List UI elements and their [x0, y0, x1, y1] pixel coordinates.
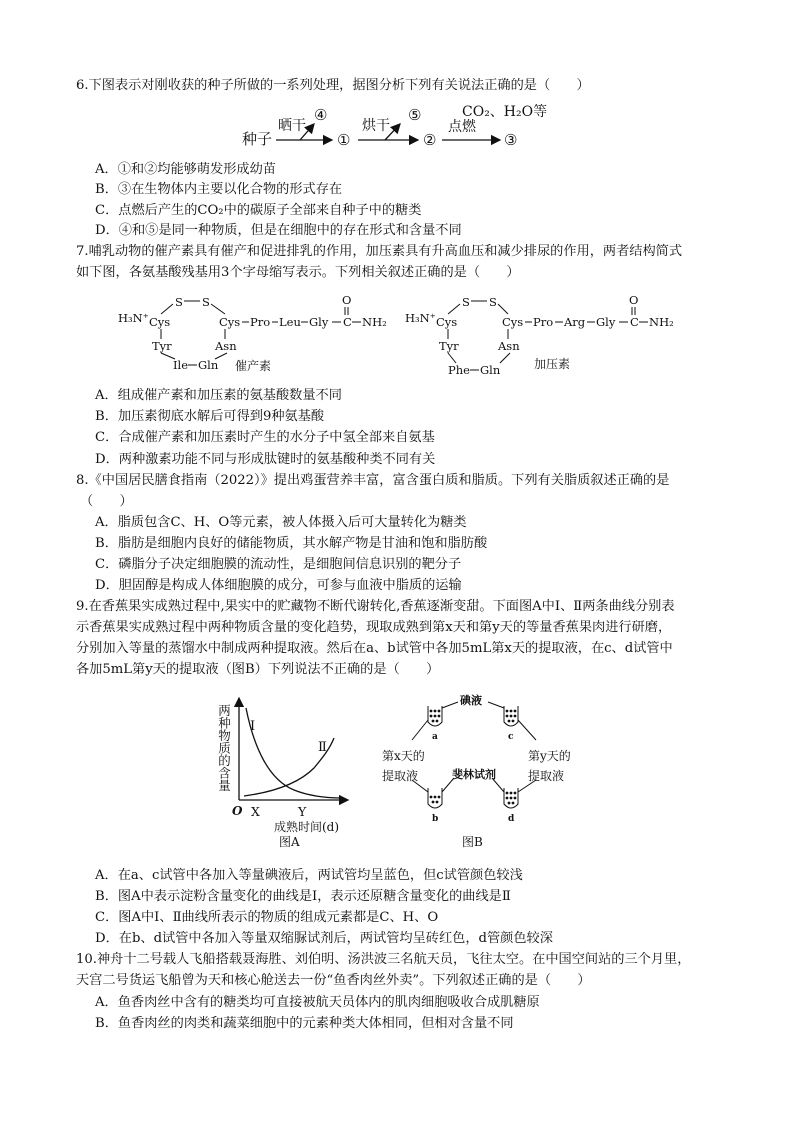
- ox-nh3: H₃N⁺: [118, 311, 149, 325]
- figb-dayx-line2: 提取液: [382, 769, 419, 783]
- vp-name: 加压素: [534, 357, 571, 371]
- bake-dry-label: 烘干: [362, 118, 390, 134]
- q9-stem-line1: 9.在香蕉果实成熟过程中,果实中的贮藏物不断代谢转化,香蕉逐渐变甜。下面图A中Ⅰ、Ⅱ两条曲线分别表: [76, 599, 675, 614]
- vp-nh2: NH₂: [649, 315, 674, 329]
- figb-dayx-line1: 第x天的: [382, 749, 425, 763]
- vp-cys2: Cys: [502, 315, 524, 329]
- q8-option-c: C．磷脂分子决定细胞膜的流动性，是细胞间信息识别的靶分子: [95, 557, 462, 572]
- ox-name: 催产素: [235, 359, 272, 373]
- vp-o: O: [629, 293, 639, 307]
- figb-caption: 图B: [462, 835, 483, 849]
- q6-stem: 6.下图表示对刚收获的种子所做的一系列处理，据图分析下列有关说法正确的是（ ）: [76, 78, 590, 93]
- ox-gly: Gly: [309, 315, 329, 329]
- q8-option-a: A．脂质包含C、H、O等元素，被人体摄入后可大量转化为糖类: [95, 515, 467, 530]
- sun-dry-label: 晒干: [278, 118, 306, 134]
- vp-cys1: Cys: [436, 315, 458, 329]
- ignite-label: 点燃: [448, 119, 476, 135]
- ox-tyr: Tyr: [152, 339, 172, 353]
- q10-stem-line1: 10.神舟十二号载人飞船搭载聂海胜、刘伯明、汤洪波三名航天员，飞往太空。在中国空间站的三个月里，: [76, 952, 691, 967]
- q10-option-a: A．鱼香肉丝中含有的糖类均可直接被航天员体内的肌肉细胞吸收合成肌糖原: [95, 995, 540, 1010]
- ox-s2: S: [202, 295, 210, 309]
- vp-arg: Arg: [564, 315, 586, 329]
- vp-s1: S: [462, 295, 470, 309]
- figb-a: a: [432, 732, 438, 742]
- figa-y-tick: Y: [298, 804, 307, 819]
- n3: ③: [504, 131, 518, 149]
- figb-dayy-line1: 第y天的: [528, 749, 571, 763]
- figb-d: d: [508, 814, 515, 824]
- ox-ile: Ile: [173, 358, 189, 372]
- ox-gln: Gln: [198, 358, 219, 372]
- figa-curve2-label: Ⅱ: [318, 740, 327, 755]
- vasopressin-structure: [402, 292, 692, 376]
- q9-option-a: A．在a、c试管中各加入等量碘液后，两试管均呈蓝色，但c试管颜色较浅: [95, 868, 523, 883]
- q9-option-d: D．在b、d试管中各加入等量双缩脲试剂后，两试管均呈砖红色，d管颜色较深: [95, 931, 553, 946]
- q8-option-b: B．脂肪是细胞内良好的储能物质，其水解产物是甘油和饱和脂肪酸: [95, 536, 488, 551]
- ox-s1: S: [175, 295, 183, 309]
- q8-stem-line2: （ ）: [80, 494, 133, 509]
- q7-option-d: D．两种激素功能不同与形成肽键时的氨基酸种类不同有关: [95, 452, 436, 467]
- q8-stem-line1: 8.《中国居民膳食指南（2022）》提出鸡蛋营养丰富，富含蛋白质和脂质。下列有关脂质叙述正确的是: [76, 473, 670, 488]
- vp-c: C: [630, 315, 639, 329]
- vp-phe: Phe: [448, 363, 470, 376]
- q10-stem-line2: 天宫二号货运飞船曾为天和核心舱送去一份“鱼香肉丝外卖”。下列叙述正确的是（ ）: [76, 973, 591, 988]
- n4: ④: [314, 106, 328, 124]
- q6-option-b: B．③在生物体内主要以化合物的形式存在: [95, 182, 343, 197]
- ox-pro: Pro: [250, 315, 271, 329]
- vp-nh3: H₃N⁺: [405, 311, 436, 325]
- n1: ①: [337, 131, 351, 149]
- figb-dayy-line2: 提取液: [528, 769, 565, 783]
- figa-x-tick: X: [251, 804, 260, 819]
- q7-option-a: A．组成催产素和加压素的氨基酸数量不同: [95, 388, 342, 403]
- vp-s2: S: [489, 295, 497, 309]
- seed-label: 种子: [242, 130, 273, 148]
- figb-c: c: [508, 732, 514, 742]
- figb-b: b: [432, 814, 439, 824]
- q9-stem-line2: 示香蕉果实成熟过程中两种物质含量的变化趋势，现取成熟到第x天和第y天的等量香蕉果肉进行研磨，: [76, 620, 672, 635]
- vp-gln: Gln: [480, 363, 501, 376]
- q7-option-b: B．加压素彻底水解后可得到9种氨基酸: [95, 409, 325, 424]
- figb-iodine-label: 碘液: [460, 694, 482, 707]
- figa-origin: O: [232, 804, 243, 818]
- svg-text:两种物质的含量: 两种物质的含量: [216, 704, 232, 792]
- q6-option-c: C．点燃后产生的CO₂中的碳原子全部来自种子中的糖类: [95, 203, 422, 218]
- q6-seed-diagram: [240, 98, 580, 156]
- figure-a: [214, 688, 364, 854]
- q6-option-a: A．①和②均能够萌发形成幼苗: [95, 162, 276, 177]
- q9-stem-line4: 各加5mL第y天的提取液（图B）下列说法不正确的是（ ）: [76, 662, 440, 677]
- q9-stem-line3: 分别加入等量的蒸馏水中制成两种提取液。然后在a、b试管中各加5mL第x天的提取液，在c、d试管中: [76, 641, 673, 656]
- q6-option-d: D．④和⑤是同一种物质，但是在细胞中的存在形式和含量不同: [95, 223, 462, 238]
- ox-cys2: Cys: [219, 315, 241, 329]
- figa-ylabel: [217, 704, 232, 792]
- ox-leu: Leu: [279, 315, 301, 329]
- vp-tyr: Tyr: [439, 339, 459, 353]
- ox-o: O: [342, 293, 352, 307]
- q7-stem-line2: 如下图，各氨基酸残基用3个字母缩写表示。下列相关叙述正确的是（ ）: [76, 265, 520, 280]
- figa-curve-1: [246, 708, 342, 798]
- n2: ②: [423, 131, 437, 149]
- ox-c: C: [343, 315, 352, 329]
- ox-asn: Asn: [215, 339, 237, 353]
- q7-option-c: C．合成催产素和加压素时产生的水分子中氢全部来自氨基: [95, 430, 435, 445]
- q9-option-b: B．图A中表示淀粉含量变化的曲线是Ⅰ，表示还原糖含量变化的曲线是Ⅱ: [95, 889, 511, 904]
- products-label: CO₂、H₂O等: [462, 104, 548, 120]
- figure-b: [380, 688, 580, 854]
- q9-option-c: C．图A中Ⅰ、Ⅱ曲线所表示的物质的组成元素都是C、H、O: [95, 910, 439, 925]
- figa-curve1-label: Ⅰ: [250, 719, 256, 734]
- figa-xlabel: 成熟时间(d): [274, 820, 340, 834]
- vp-asn: Asn: [498, 339, 520, 353]
- vp-gly: Gly: [596, 315, 616, 329]
- figb-benedict-label: 斐林试剂: [452, 768, 496, 781]
- q10-option-b: B．鱼香肉丝的肉类和蔬菜细胞中的元素种类大体相同，但相对含量不同: [95, 1016, 514, 1031]
- vp-pro: Pro: [533, 315, 554, 329]
- ox-nh2: NH₂: [362, 315, 387, 329]
- ox-cys1: Cys: [149, 315, 171, 329]
- oxytocin-structure: [115, 292, 395, 376]
- n5: ⑤: [408, 106, 422, 124]
- q7-stem-line1: 7.哺乳动物的催产素具有催产和促进排乳的作用，加压素具有升高血压和减少排尿的作用，两者结构简式: [76, 244, 683, 259]
- figa-caption: 图A: [279, 835, 300, 849]
- q8-option-d: D．胆固醇是构成人体细胞膜的成分，可参与血液中脂质的运输: [95, 578, 462, 593]
